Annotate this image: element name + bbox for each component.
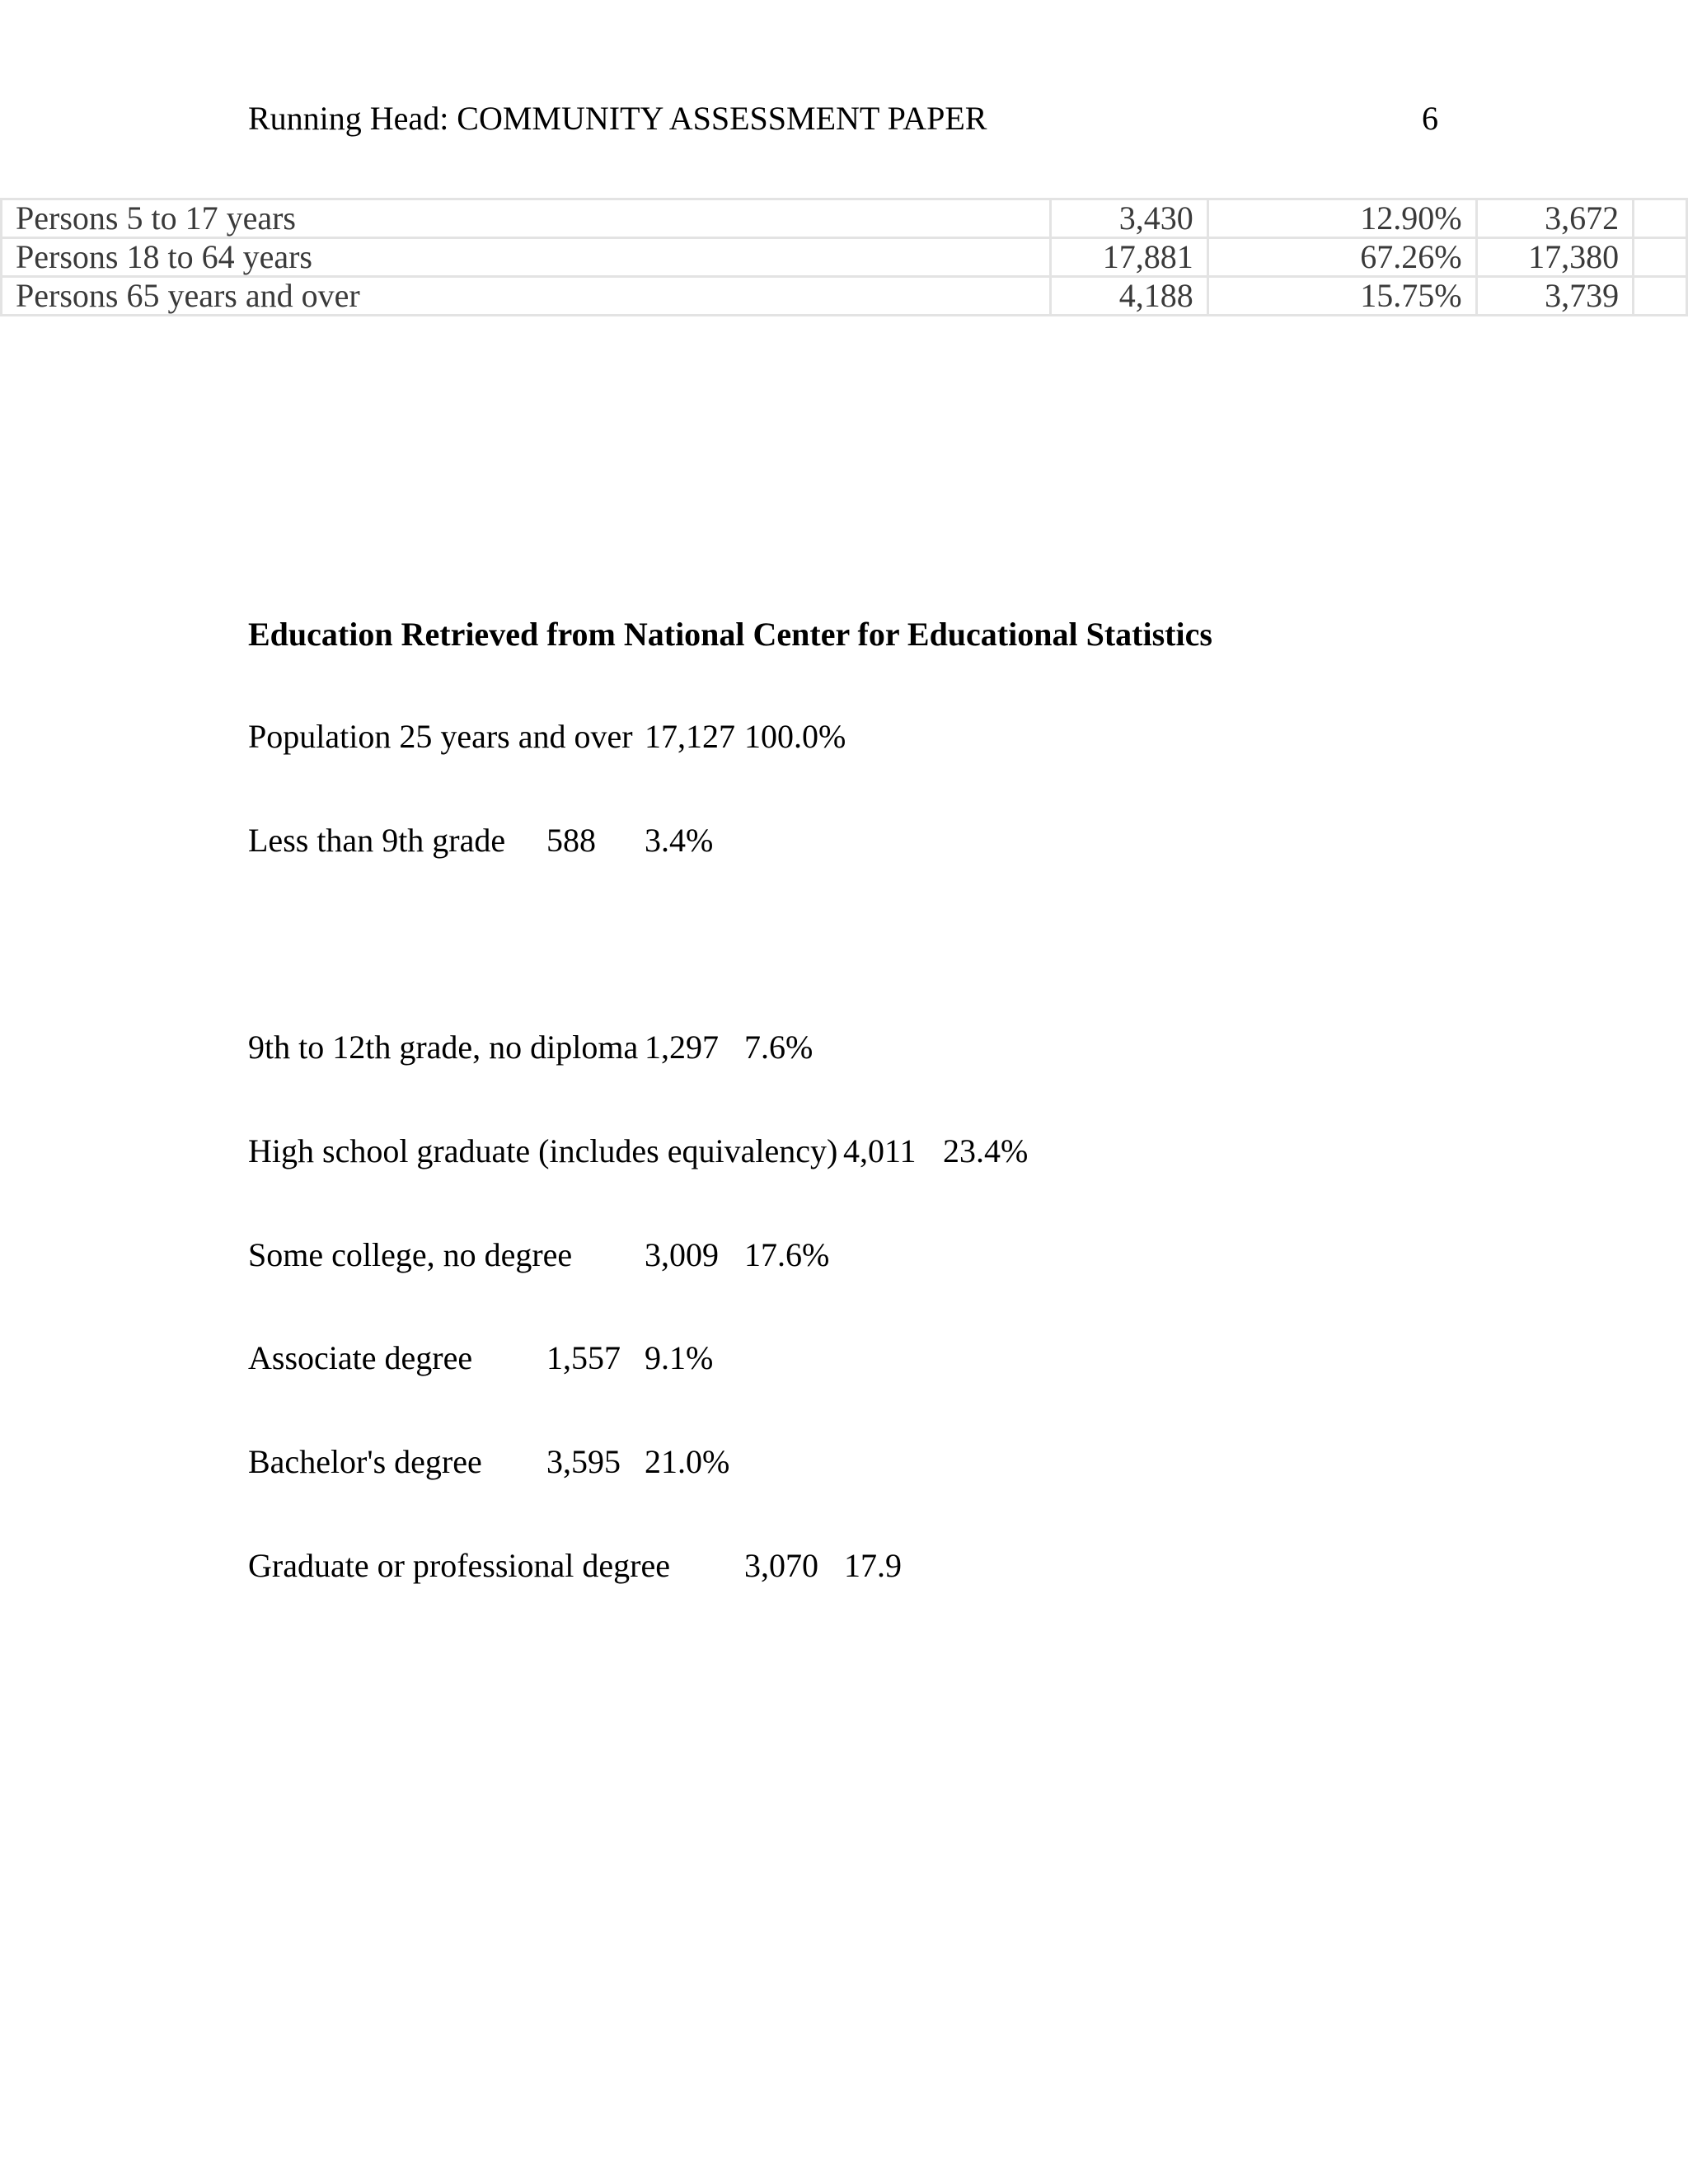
- education-count: 3,009: [645, 1236, 719, 1273]
- table-cell-count2: 3,739: [1476, 277, 1634, 316]
- education-label: High school graduate (includes equivalency): [248, 1132, 838, 1169]
- education-percent: 21.0%: [645, 1443, 730, 1480]
- age-table: [0, 198, 1688, 316]
- education-count: 3,595: [546, 1443, 621, 1480]
- table-cell-count: 4,188: [1051, 277, 1208, 316]
- table-cell-percent: 12.90%: [1207, 199, 1476, 238]
- education-heading: Education Retrieved from National Center for Educational Statistics: [248, 616, 1212, 653]
- table-cell-empty: [1634, 277, 1687, 316]
- education-label: Associate degree: [248, 1339, 473, 1376]
- education-count: 3,070: [744, 1547, 818, 1584]
- education-label: Bachelor's degree: [248, 1443, 482, 1480]
- table-cell-count: 3,430: [1051, 199, 1208, 238]
- table-row: [2, 238, 1687, 277]
- education-percent: 23.4%: [943, 1132, 1029, 1169]
- table-cell-empty: [1634, 199, 1687, 238]
- education-count: 588: [546, 822, 596, 859]
- education-percent: 3.4%: [645, 822, 714, 859]
- education-label: Some college, no degree: [248, 1236, 573, 1273]
- education-percent: 17.6%: [744, 1236, 830, 1273]
- table-cell-label: Persons 65 years and over: [2, 277, 1051, 316]
- education-count: 4,011: [843, 1132, 917, 1169]
- education-label: Graduate or professional degree: [248, 1547, 670, 1584]
- table-cell-percent: 15.75%: [1207, 277, 1476, 316]
- table-cell-label: Persons 5 to 17 years: [2, 199, 1051, 238]
- education-label: Less than 9th grade: [248, 822, 506, 859]
- page-number: 6: [1422, 100, 1438, 137]
- table-row: [2, 199, 1687, 238]
- table-cell-count2: 17,380: [1476, 238, 1634, 277]
- table-cell-count2: 3,672: [1476, 199, 1634, 238]
- education-label: Population 25 years and over: [248, 718, 633, 755]
- education-percent: 7.6%: [744, 1029, 814, 1066]
- education-label: 9th to 12th grade, no diploma: [248, 1029, 639, 1066]
- running-head: Running Head: COMMUNITY ASSESSMENT PAPER: [248, 100, 987, 137]
- table-cell-empty: [1634, 238, 1687, 277]
- education-count: 17,127: [645, 718, 735, 755]
- education-percent: 17.9: [844, 1547, 902, 1584]
- education-count: 1,297: [645, 1029, 719, 1066]
- education-percent: 100.0%: [744, 718, 846, 755]
- education-count: 1,557: [546, 1339, 621, 1376]
- education-percent: 9.1%: [645, 1339, 714, 1376]
- table-row: [2, 277, 1687, 316]
- table-cell-percent: 67.26%: [1207, 238, 1476, 277]
- table-cell-label: Persons 18 to 64 years: [2, 238, 1051, 277]
- table-cell-count: 17,881: [1051, 238, 1208, 277]
